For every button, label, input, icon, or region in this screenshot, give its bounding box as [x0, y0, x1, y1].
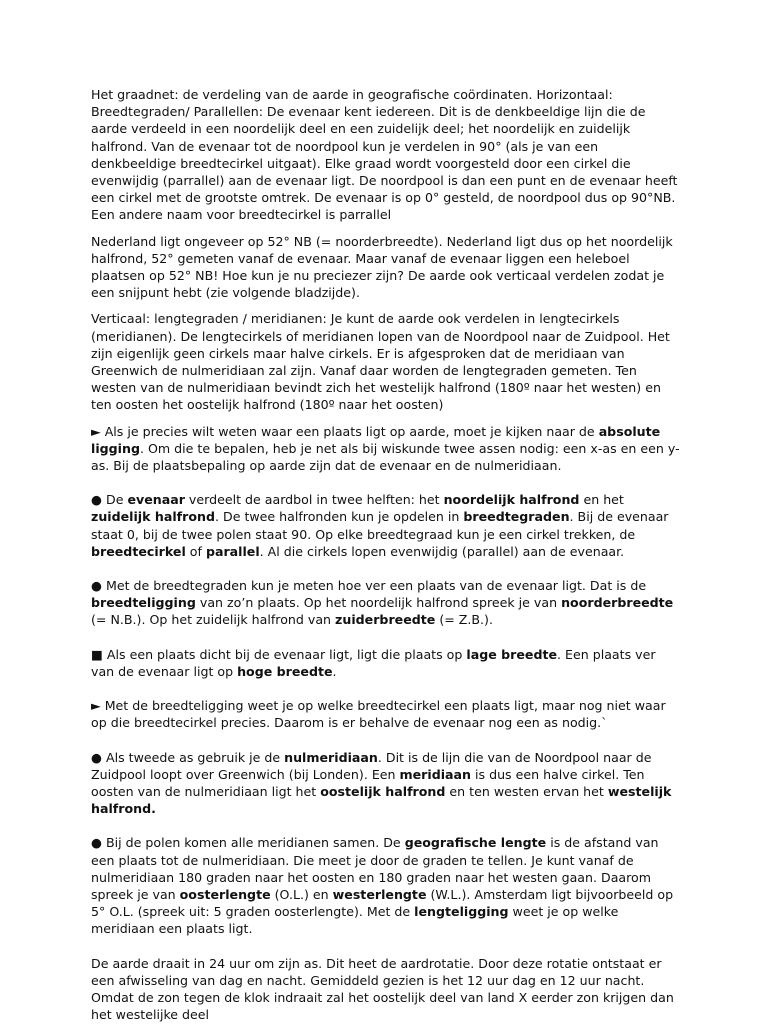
paragraph-nulmeridiaan: [91, 749, 681, 818]
bold-term: westerlengte: [332, 886, 427, 902]
paragraph-absolute-ligging: [91, 423, 681, 475]
bold-term: oostelijk halfrond: [320, 783, 446, 799]
bold-term: hoge breedte: [237, 663, 333, 679]
paragraph-lage-hoge-breedte: [91, 646, 681, 680]
text-run: is dus een halve cirkel. Ten oosten van de nulmeridiaan ligt het: [91, 766, 645, 799]
text-run: is de afstand van een plaats tot de nulmeridiaan. Die meet je door de graden te tellen. Je kunt vanaf de nulmeridiaan 180 graden naar het oosten en 180 graden naar het westen gaan. Daarom spreek je van: [91, 835, 659, 902]
bold-term: lengteligging: [414, 904, 509, 920]
text-run: en het: [579, 492, 624, 508]
paragraph-verticaal: [91, 310, 681, 413]
bold-term: breedtecirkel: [91, 543, 186, 559]
paragraph-breedtecirkel: [91, 697, 681, 731]
text-run: (O.L.) en: [270, 886, 333, 902]
text-run: ● Als tweede as gebruik je de: [91, 749, 285, 765]
bold-term: noordelijk halfrond: [443, 492, 580, 508]
text-run: ► Met de breedteligging weet je op welke breedtecirkel een plaats ligt, maar nog niet waar op die breedtecirkel precies. Daarom is er behalve de evenaar nog een as nodig.`: [91, 698, 666, 731]
text-run: Het graadnet: de verdeling van de aarde in geografische coördinaten. Horizontaal: Breedtegraden/ Parallellen: De evenaar kent iedereen. Dit is de denkbeeldige lijn die de aarde verdeeld in een noordelijk deel en een zuidelijk deel; het noordelijk en zuidelijk halfrond. Van de evenaar tot de noordpool kun je verdelen in 90° (als je van een denkbeeldige breedtecirkel uitgaat). Elke graad wordt voorgesteld door een cirkel die evenwijdig (parrallel) aan de evenaar ligt. De noordpool is dan een punt en de evenaar heeft een cirkel met de grootste omtrek. De evenaar is op 0° gesteld, de noordpool dus op 90°NB. Een andere naam voor breedtecirkel is parrallel: [91, 87, 678, 223]
text-run: ► Als je precies wilt weten waar een plaats ligt op aarde, moet je kijken naar de: [91, 423, 599, 439]
bold-term: lage breedte: [466, 646, 558, 662]
bold-term: geografische lengte: [404, 835, 547, 851]
text-run: van zo’n plaats. Op het noordelijk halfrond spreek je van: [195, 595, 562, 611]
text-run: ● De: [91, 492, 128, 508]
text-run: .: [332, 663, 337, 679]
document-body: [91, 86, 681, 1023]
text-run: . Bij de evenaar staat 0, bij de twee polen staat 90. Op elke breedtegraad kun je een cirkel trekken, de: [91, 509, 669, 542]
paragraph-graadnet: [91, 86, 681, 224]
bold-term: zuidelijk halfrond: [91, 509, 215, 525]
text-run: (= N.B.). Op het zuidelijk halfrond van: [91, 612, 336, 628]
text-run: ● Bij de polen komen alle meridianen samen. De: [91, 835, 405, 851]
bold-term: evenaar: [127, 492, 185, 508]
text-run: ■ Als een plaats dicht bij de evenaar ligt, ligt die plaats op: [91, 646, 467, 662]
text-run: Verticaal: lengtegraden / meridianen: Je kunt de aarde ook verdelen in lengtecirkels (meridianen). De lengtecirkels of meridianen lopen van de Noordpool naar de Zuidpool. Het zijn eigenlijk geen cirkels maar halve cirkels. Er is afgesproken dat de meridiaan van Greenwich de nulmeridiaan zal zijn. Vanaf daar worden de lengtegraden gemeten. Ten westen van de nulmeridiaan bevindt zich het westelijk halfrond (180º naar het westen) en ten oosten het oostelijk halfrond (180º naar het oosten): [91, 311, 670, 413]
text-run: . De twee halfronden kun je opdelen in: [214, 509, 464, 525]
bold-term: westelijk halfrond.: [91, 783, 672, 817]
text-run: . Al die cirkels lopen evenwijdig (parallel) aan de evenaar.: [259, 543, 625, 559]
text-run: . Dit is de lijn die van de Noordpool naar de Zuidpool loopt over Greenwich (bij Londen). Een: [91, 749, 652, 782]
text-run: ● Met de breedtegraden kun je meten hoe ver een plaats van de evenaar ligt. Dat is de: [91, 578, 647, 594]
text-run: verdeelt de aardbol in twee helften: het: [184, 492, 444, 508]
text-run: en ten westen ervan het: [445, 783, 608, 799]
paragraph-aardrotatie: [91, 955, 681, 1024]
bold-term: meridiaan: [399, 766, 472, 782]
bold-term: nulmeridiaan: [284, 749, 378, 765]
text-run: (= Z.B.).: [435, 612, 493, 628]
bold-term: breedtegraden: [463, 509, 570, 525]
bold-term: zuiderbreedte: [335, 612, 436, 628]
text-run: . Om die te bepalen, heb je net als bij wiskunde twee assen nodig: een x-as en een y-as. Bij de plaatsbepaling op aarde zijn dat de evenaar en de nulmeridiaan.: [91, 440, 680, 474]
paragraph-breedteligging: [91, 577, 681, 629]
bold-term: absolute ligging: [91, 423, 661, 456]
bold-term: oosterlengte: [179, 886, 271, 902]
bold-term: noorderbreedte: [561, 595, 674, 611]
text-run: of: [185, 543, 206, 559]
text-run: . Een plaats ver van de evenaar ligt op: [91, 646, 656, 679]
paragraph-geografische-lengte: [91, 834, 681, 937]
text-run: De aarde draait in 24 uur om zijn as. Dit heet de aardrotatie. Door deze rotatie ontstaat er een afwisseling van dag en nacht. Gemiddeld gezien is het 12 uur dag en 12 uur nacht. Omdat de zon tegen de klok indraait zal het oostelijk deel van land X eerder zon krijgen dan het westelijke deel: [91, 955, 674, 1023]
text-run: (W.L.). Amsterdam ligt bijvoorbeeld op 5° O.L. (spreek uit: 5 graden oosterlengte). Met de: [91, 886, 674, 920]
bold-term: breedteligging: [91, 595, 196, 611]
text-run: weet je op welke meridiaan een plaats ligt.: [91, 904, 619, 937]
bold-term: parallel: [205, 543, 260, 559]
text-run: Nederland ligt ongeveer op 52° NB (= noorderbreedte). Nederland ligt dus op het noordelijk halfrond, 52° gemeten vanaf de evenaar. Maar vanaf de evenaar liggen een heleboel plaatsen op 52° NB! Hoe kun je nu preciezer zijn? De aarde ook verticaal verdelen zodat je een snijpunt hebt (zie volgende bladzijde).: [91, 233, 673, 301]
paragraph-evenaar: [91, 491, 681, 560]
paragraph-nederland: [91, 233, 681, 302]
